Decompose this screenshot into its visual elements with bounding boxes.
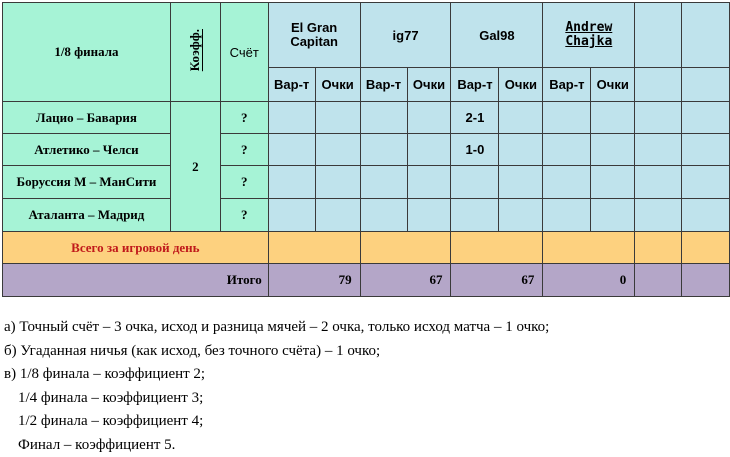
coefficient-value: 2: [170, 102, 220, 232]
prediction-cell: [268, 102, 315, 134]
score-header: Счёт: [220, 3, 268, 102]
scoring-rules: [4, 316, 549, 457]
itogo-empty: [635, 264, 682, 297]
pred-subheader: Вар-т: [360, 68, 407, 102]
points-cell: [407, 134, 451, 166]
prediction-cell: [451, 166, 499, 199]
rule-line: 1/2 финала – коэффициент 4;: [4, 410, 549, 434]
itogo-value: 0: [543, 264, 635, 297]
day-total-cell: [635, 232, 682, 264]
empty-cell: [682, 102, 730, 134]
rule-line: а) Точный счёт – 3 очка, исход и разница мячей – 2 очка, только исход матча – 1 очко;: [4, 316, 549, 340]
prediction-cell: [360, 199, 407, 232]
prediction-cell: [268, 134, 315, 166]
match-name: Аталанта – Мадрид: [3, 199, 171, 232]
rule-line: в) 1/8 финала – коэффициент 2;: [4, 363, 549, 387]
points-cell: [499, 134, 543, 166]
prediction-cell: [268, 199, 315, 232]
points-cell: [499, 166, 543, 199]
points-cell: [591, 199, 635, 232]
day-total-cell: [360, 232, 451, 264]
points-subheader: Очки: [407, 68, 451, 102]
prediction-cell: [543, 166, 591, 199]
match-name: Боруссия М – МанСити: [3, 166, 171, 199]
match-score: ?: [220, 102, 268, 134]
player-header-2: ig77: [360, 3, 451, 68]
empty-cell: [682, 134, 730, 166]
points-cell: [315, 102, 360, 134]
points-subheader: Очки: [591, 68, 635, 102]
points-cell: [499, 102, 543, 134]
points-cell: [591, 166, 635, 199]
prediction-cell: 2-1: [451, 102, 499, 134]
pred-subheader: Вар-т: [543, 68, 591, 102]
rule-line: 1/4 финала – коэффициент 3;: [4, 387, 549, 411]
points-cell: [407, 166, 451, 199]
itogo-empty: [682, 264, 730, 297]
itogo-value: 79: [268, 264, 360, 297]
match-score: ?: [220, 166, 268, 199]
empty-cell: [635, 199, 682, 232]
empty-cell: [635, 102, 682, 134]
prediction-cell: [360, 102, 407, 134]
prediction-cell: [360, 166, 407, 199]
match-score: ?: [220, 199, 268, 232]
score-table: [2, 2, 730, 297]
itogo-value: 67: [360, 264, 451, 297]
empty-cell: [682, 68, 730, 102]
day-total-cell: [268, 232, 360, 264]
prediction-cell: [543, 134, 591, 166]
player-header-1: El Gran Capitan: [268, 3, 360, 68]
match-score: ?: [220, 134, 268, 166]
prediction-cell: [268, 166, 315, 199]
pred-subheader: Вар-т: [268, 68, 315, 102]
day-total-label: Всего за игровой день: [3, 232, 269, 264]
prediction-cell: [451, 199, 499, 232]
prediction-cell: [543, 102, 591, 134]
round-title: 1/8 финала: [3, 3, 171, 102]
empty-cell: [635, 68, 682, 102]
points-subheader: Очки: [315, 68, 360, 102]
empty-header-cell: [682, 3, 730, 68]
player-header-4: Andrew Chajka: [543, 3, 635, 68]
prediction-cell: 1-0: [451, 134, 499, 166]
points-cell: [407, 199, 451, 232]
points-cell: [499, 199, 543, 232]
empty-cell: [682, 166, 730, 199]
points-cell: [591, 134, 635, 166]
pred-subheader: Вар-т: [451, 68, 499, 102]
points-subheader: Очки: [499, 68, 543, 102]
points-cell: [315, 166, 360, 199]
empty-cell: [635, 166, 682, 199]
rule-line: б) Угаданная ничья (как исход, без точного счёта) – 1 очко;: [4, 340, 549, 364]
match-name: Атлетико – Челси: [3, 134, 171, 166]
points-cell: [591, 102, 635, 134]
day-total-cell: [451, 232, 543, 264]
itogo-value: 67: [451, 264, 543, 297]
empty-cell: [682, 199, 730, 232]
match-name: Лацио – Бавария: [3, 102, 171, 134]
points-cell: [315, 134, 360, 166]
empty-header-cell: [635, 3, 682, 68]
points-cell: [407, 102, 451, 134]
itogo-label: Итого: [3, 264, 269, 297]
prediction-cell: [360, 134, 407, 166]
coef-header: [170, 3, 220, 102]
points-cell: [315, 199, 360, 232]
empty-cell: [635, 134, 682, 166]
day-total-cell: [682, 232, 730, 264]
player-header-3: Gal98: [451, 3, 543, 68]
rule-line: Финал – коэффициент 5.: [4, 434, 549, 457]
coef-header-label: Коэфф.: [187, 29, 203, 71]
day-total-cell: [543, 232, 635, 264]
prediction-cell: [543, 199, 591, 232]
